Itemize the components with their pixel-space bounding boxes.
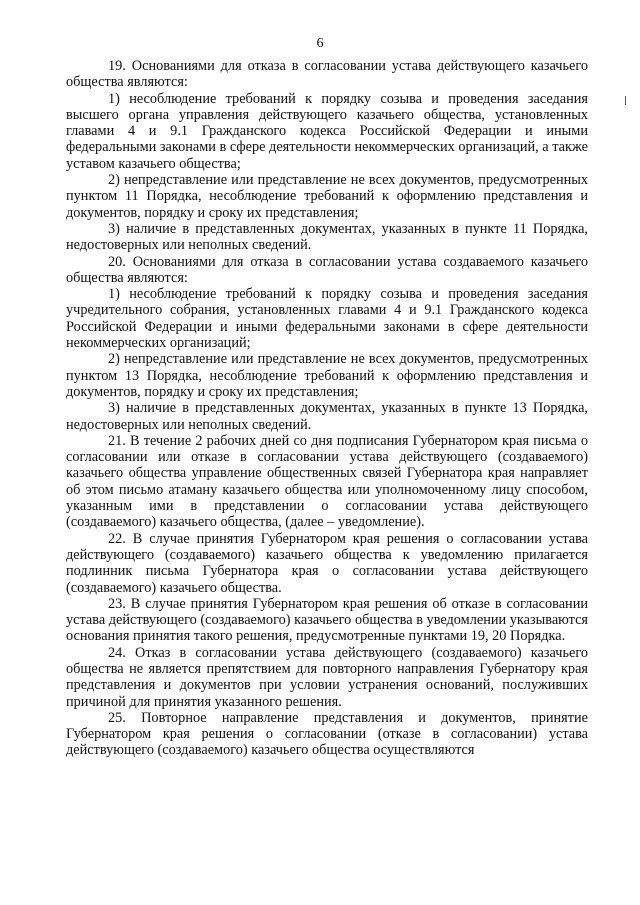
- scan-edge-mark: [625, 96, 626, 105]
- paragraph-23: 23. В случае принятия Губернатором края решения об отказе в согласовании устава действующего (создаваемого) казачьего общества в уведомлении указываются основания принятия такого решения, предусмотренные пунктами 19, 20 Порядка.: [66, 595, 588, 645]
- paragraph-19-item-2: 2) непредставление или представление не всех документов, предусмотренных пунктом 11 Порядка, несоблюдение требований к оформлению представления и документов, порядку и сроку их представления;: [66, 172, 588, 221]
- paragraph-19-item-1: 1) несоблюдение требований к порядку созыва и проведения заседания высшего органа управления действующего казачьего общества, установленных главами 4 и 9.1 Гражданского кодекса Российской Федерации и иными федеральными законами в сфере деятельности некоммерческих организаций, а также уставом казачьего общества;: [66, 90, 588, 172]
- paragraph-20-item-2: 2) непредставление или представление не всех документов, предусмотренных пунктом 13 Порядка, несоблюдение требований к оформлению представления и документов, порядку и сроку их представления;: [66, 351, 588, 400]
- page-number: 6: [316, 36, 324, 51]
- paragraph-24: 24. Отказ в согласовании устава действующего (создаваемого) казачьего общества не является препятствием для повторного направления Губернатору края представления и документов при условии устранения оснований, послуживших причиной для принятия указанного решения.: [66, 644, 588, 710]
- paragraph-19-item-3: 3) наличие в представленных документах, указанных в пункте 11 Порядка, недостоверных или неполных сведений.: [66, 220, 588, 254]
- document-body: [66, 58, 588, 759]
- paragraph-20-item-3: 3) наличие в представленных документах, указанных в пункте 13 Порядка, недостоверных или неполных сведений.: [66, 400, 588, 433]
- paragraph-19: 19. Основаниями для отказа в согласовании устава действующего казачьего общества являются:: [66, 58, 588, 91]
- paragraph-25: 25. Повторное направление представления и документов, принятие Губернатором края решения о согласовании (отказе в согласовании) устава действующего (создаваемого) казачьего общества осуществляются: [66, 709, 588, 759]
- paragraph-20: 20. Основаниями для отказа в согласовании устава создаваемого казачьего общества являются:: [66, 253, 588, 286]
- paragraph-21: 21. В течение 2 рабочих дней со дня подписания Губернатором края письма о согласовании или отказе в согласовании устава действующего (создаваемого) казачьего общества управление общественных связей Губернатора края направляет об этом письмо атаману казачьего общества или уполномоченному лицу способом, указанным ими в представлении о согласовании устава действующего (создаваемого) казачьего общества, (далее – уведомление).: [66, 432, 588, 531]
- paragraph-22: 22. В случае принятия Губернатором края решения о согласовании устава действующего (создаваемого) казачьего общества к уведомлению прилагается подлинник письма Губернатора края о согласовании устава действующего (создаваемого) казачьего общества.: [66, 530, 588, 596]
- paragraph-20-item-1: 1) несоблюдение требований к порядку созыва и проведения заседания учредительного собрания, установленных главами 4 и 9.1 Гражданского кодекса Российской Федерации и иными федеральными законами в сфере деятельности некоммерческих организаций;: [66, 286, 588, 352]
